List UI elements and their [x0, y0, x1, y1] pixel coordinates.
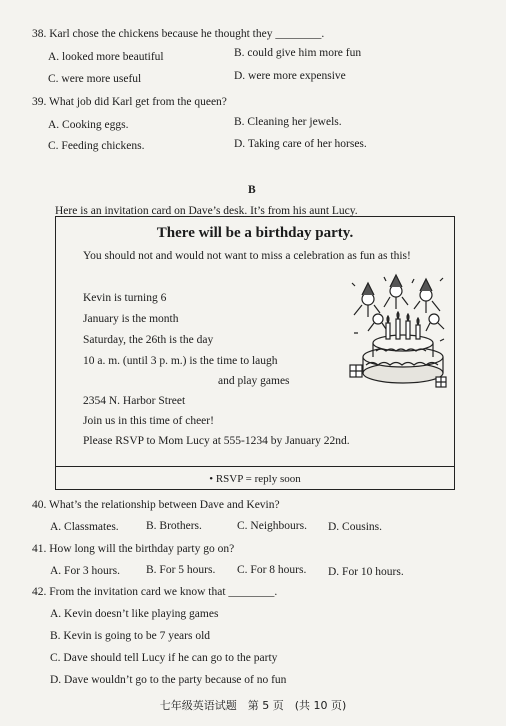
q39-option-b: B. Cleaning her jewels.	[234, 116, 342, 128]
q42-stem: 42. From the invitation card we know that ________.	[32, 586, 278, 598]
q41-option-c: C. For 8 hours.	[237, 564, 307, 576]
invitation-line-6: 2354 N. Harbor Street	[83, 395, 186, 407]
rsvp-note: • RSVP = reply soon	[209, 473, 301, 485]
q40-option-b: B. Brothers.	[146, 520, 202, 532]
q41-option-b: B. For 5 hours.	[146, 564, 216, 576]
invitation-line-4: 10 a. m. (until 3 p. m.) is the time to laugh	[83, 355, 278, 367]
q42-option-b: B. Kevin is going to be 7 years old	[50, 630, 211, 642]
q39-option-d: D. Taking care of her horses.	[234, 138, 367, 150]
invitation-line-7: Join us in this time of cheer!	[83, 415, 214, 427]
birthday-cake-illustration	[348, 273, 448, 391]
q40-option-d: D. Cousins.	[328, 521, 382, 533]
invitation-subtitle: You should not and would not want to miss a celebration as fun as this!	[83, 250, 411, 262]
q42-option-c: C. Dave should tell Lucy if he can go to the party	[50, 652, 278, 664]
invitation-title: There will be a birthday party.	[156, 225, 354, 241]
q38-option-d: D. were more expensive	[234, 70, 346, 82]
q38-stem: 38. Karl chose the chickens because he thought they ________.	[32, 28, 325, 40]
invitation-line-1: Kevin is turning 6	[83, 292, 167, 304]
q40-option-c: C. Neighbours.	[237, 520, 307, 532]
invitation-line-8: Please RSVP to Mom Lucy at 555-1234 by January 22nd.	[83, 435, 350, 447]
invitation-line-5: and play games	[218, 375, 290, 387]
q41-option-a: A. For 3 hours.	[50, 565, 120, 577]
q39-option-c: C. Feeding chickens.	[48, 140, 145, 152]
invitation-line-3: Saturday, the 26th is the day	[83, 334, 214, 346]
q39-option-a: A. Cooking eggs.	[48, 119, 129, 131]
q41-option-d: D. For 10 hours.	[328, 566, 404, 578]
invitation-line-2: January is the month	[83, 313, 179, 325]
q38-option-b: B. could give him more fun	[234, 47, 362, 59]
q38-option-a: A. looked more beautiful	[48, 51, 164, 63]
q38-option-c: C. were more useful	[48, 73, 142, 85]
section-intro: Here is an invitation card on Dave’s desk. It’s from his aunt Lucy.	[55, 205, 358, 217]
section-label: B	[248, 184, 256, 196]
invitation-card	[55, 216, 455, 490]
q39-stem: 39. What job did Karl get from the queen?	[32, 96, 227, 108]
q42-option-a: A. Kevin doesn’t like playing games	[50, 608, 219, 620]
q40-option-a: A. Classmates.	[50, 521, 119, 533]
q41-stem: 41. How long will the birthday party go on?	[32, 543, 235, 555]
invitation-card-body	[56, 217, 454, 467]
q42-option-d: D. Dave wouldn’t go to the party because of no fun	[50, 674, 287, 686]
page-footer: 七年级英语试题 第 5 页 (共 10 页)	[159, 699, 347, 712]
q40-stem: 40. What’s the relationship between Dave and Kevin?	[32, 499, 280, 511]
